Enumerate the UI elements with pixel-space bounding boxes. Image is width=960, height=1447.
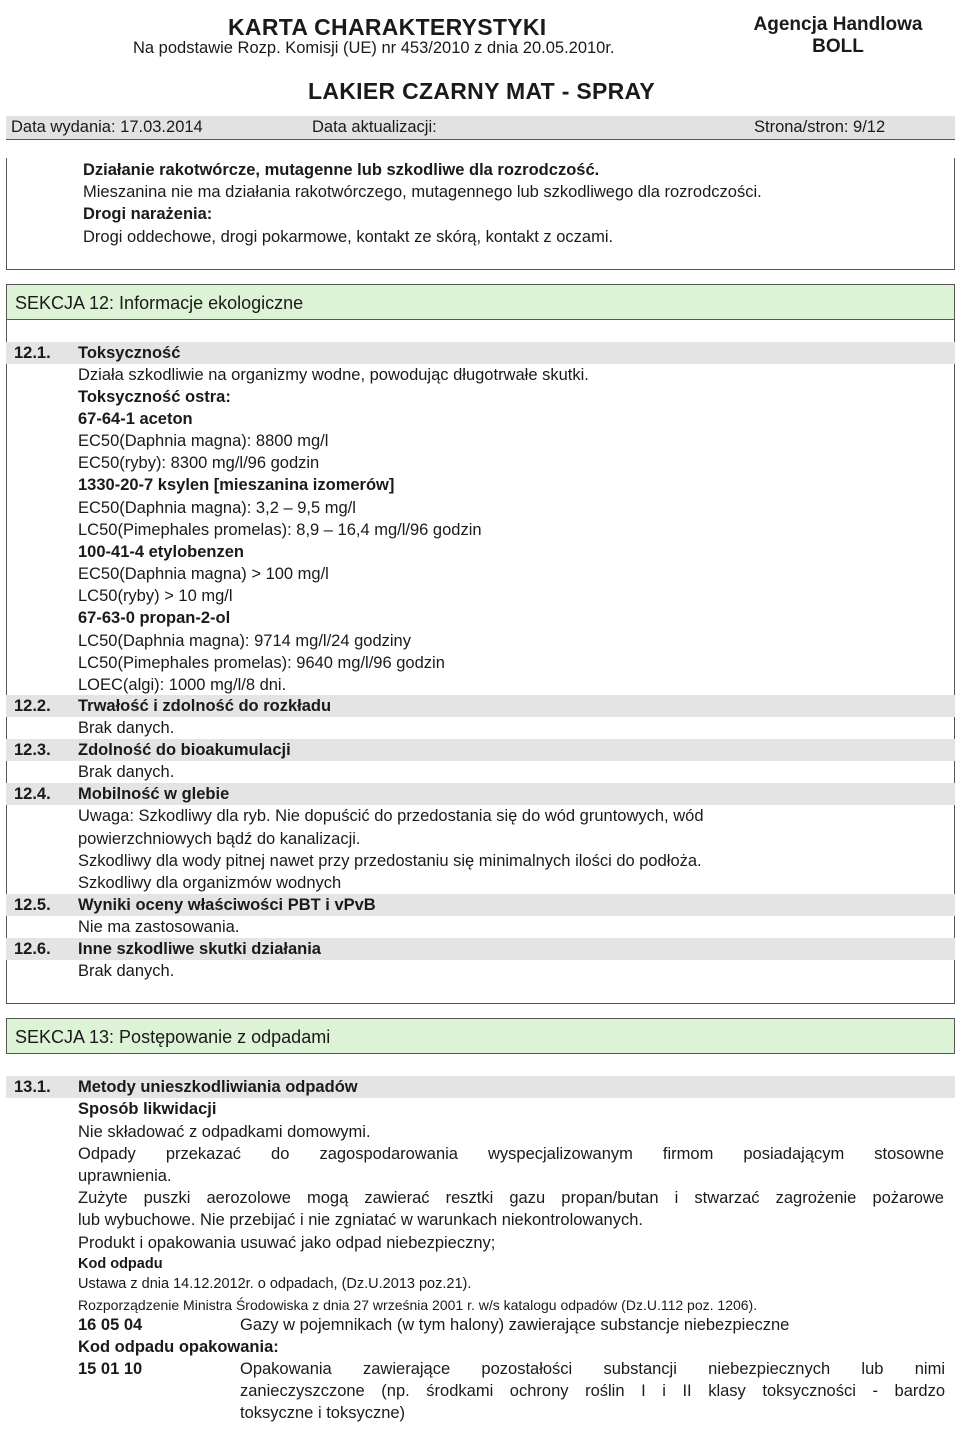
- disposal-line-1: Nie składować z odpadkami domowymi.: [78, 1123, 371, 1141]
- carcinogenic-heading: Działanie rakotwórcze, mutagenne lub szkodliwe dla rozrodczość.: [83, 161, 600, 179]
- waste-code-heading: Kod odpadu: [78, 1256, 163, 1272]
- section-13-title: SEKCJA 13: Postępowanie z odpadami: [15, 1027, 331, 1047]
- waste-code-1: 16 05 04: [78, 1316, 143, 1334]
- toxicity-value: EC50(Daphnia magna) > 100 mg/l: [78, 565, 329, 583]
- substance-name: 67-64-1 aceton: [78, 410, 193, 428]
- other-effects-text: Brak danych.: [78, 962, 175, 980]
- document-header: [0, 0, 960, 140]
- disposal-line-2b: uprawnienia.: [78, 1167, 172, 1185]
- toxicity-intro: Działa szkodliwie na organizmy wodne, powodując długotrwałe skutki.: [78, 366, 589, 384]
- exposure-routes-text: Drogi oddechowe, drogi pokarmowe, kontakt ze skórą, kontakt z oczami.: [83, 228, 614, 246]
- subsection-13-1-number: 13.1.: [14, 1078, 51, 1096]
- product-name: LAKIER CZARNY MAT - SPRAY: [308, 78, 655, 104]
- subsection-12-5-number: 12.5.: [14, 896, 51, 914]
- page-number: Strona/stron: 9/12: [754, 118, 886, 136]
- mobility-line-3: Szkodliwy dla wody pitnej nawet przy przedostaniu się minimalnych ilości do podłoża.: [78, 852, 702, 870]
- waste-code-1-description: Gazy w pojemnikach (w tym halony) zawierające substancje niebezpieczne: [240, 1316, 790, 1334]
- carcinogenic-text: Mieszanina nie ma działania rakotwórczego, mutagennego lub szkodliwego dla rozrodczości.: [83, 183, 762, 201]
- toxicity-value: LC50(Pimephales promelas): 8,9 – 16,4 mg/l/96 godzin: [78, 521, 482, 539]
- substance-name: 100-41-4 etylobenzen: [78, 543, 244, 561]
- waste-law-1: Ustawa z dnia 14.12.2012r. o odpadach, (Dz.U.2013 poz.21).: [78, 1276, 472, 1292]
- subsection-12-3-number: 12.3.: [14, 741, 51, 759]
- waste-code-2-description-a: Opakowania zawierające pozostałości substancji niebezpiecznych lub nimi: [240, 1360, 945, 1378]
- disposal-heading: Sposób likwidacji: [78, 1100, 217, 1118]
- mobility-line-4: Szkodliwy dla organizmów wodnych: [78, 874, 342, 892]
- disposal-line-3b: lub wybuchowe. Nie przebijać i nie zgniatać w warunkach niekontrolowanych.: [78, 1211, 643, 1229]
- subsection-12-3-title: Zdolność do bioakumulacji: [78, 741, 291, 759]
- issue-date: Data wydania: 17.03.2014: [11, 118, 203, 136]
- waste-code-2: 15 01 10: [78, 1360, 143, 1378]
- subsection-12-4-number: 12.4.: [14, 785, 51, 803]
- substance-name: 67-63-0 propan-2-ol: [78, 609, 231, 627]
- toxicity-value: LOEC(algi): 1000 mg/l/8 dni.: [78, 676, 287, 694]
- acute-toxicity-heading: Toksyczność ostra:: [78, 388, 231, 406]
- subsection-13-1-title: Metody unieszkodliwiania odpadów: [78, 1078, 358, 1096]
- pbt-text: Nie ma zastosowania.: [78, 918, 240, 936]
- subsection-12-6-number: 12.6.: [14, 940, 51, 958]
- bioaccumulation-text: Brak danych.: [78, 763, 175, 781]
- waste-code-2-description-c: toksyczne i toksyczne): [240, 1404, 406, 1422]
- regulation-subtitle: Na podstawie Rozp. Komisji (UE) nr 453/2010 z dnia 20.05.2010r.: [133, 39, 615, 57]
- toxicity-value: LC50(Daphnia magna): 9714 mg/l/24 godziny: [78, 632, 411, 650]
- disposal-line-4: Produkt i opakowania usuwać jako odpad niebezpieczny;: [78, 1234, 496, 1252]
- disposal-line-3a: Zużyte puszki aerozolowe mogą zawierać resztki gazu propan/butan i stwarzać zagrożenie pożarowe: [78, 1189, 944, 1207]
- disposal-line-2a: Odpady przekazać do zagospodarowania wyspecjalizowanym firmom posiadającym stosowne: [78, 1145, 944, 1163]
- document-title: KARTA CHARAKTERYSTYKI: [228, 14, 547, 40]
- toxicity-value: EC50(Daphnia magna): 3,2 – 9,5 mg/l: [78, 499, 356, 517]
- update-date: Data aktualizacji:: [312, 118, 437, 136]
- subsection-12-6-title: Inne szkodliwe skutki działania: [78, 940, 321, 958]
- toxicity-value: EC50(Daphnia magna): 8800 mg/l: [78, 432, 329, 450]
- waste-law-2: Rozporządzenie Ministra Środowiska z dnia 27 września 2001 r. w/s katalogu odpadów (Dz.U.112 poz. 1206).: [78, 1297, 758, 1313]
- toxicity-value: EC50(ryby): 8300 mg/l/96 godzin: [78, 454, 320, 472]
- subsection-12-1-title: Toksyczność: [78, 344, 181, 362]
- company-name-line1: Agencja Handlowa: [753, 14, 923, 35]
- packaging-code-heading: Kod odpadu opakowania:: [78, 1338, 279, 1356]
- section-12-title: SEKCJA 12: Informacje ekologiczne: [15, 293, 304, 313]
- mobility-line-2: powierzchniowych bądź do kanalizacji.: [78, 830, 361, 848]
- header-info-bar: [6, 116, 955, 140]
- toxicity-value: LC50(ryby) > 10 mg/l: [78, 587, 233, 605]
- subsection-12-2-title: Trwałość i zdolność do rozkładu: [78, 697, 332, 715]
- exposure-routes-heading: Drogi narażenia:: [83, 205, 213, 223]
- toxicity-value: LC50(Pimephales promelas): 9640 mg/l/96 godzin: [78, 654, 445, 672]
- section-12-header: [6, 284, 955, 320]
- company-name: [748, 14, 928, 58]
- substance-name: 1330-20-7 ksylen [mieszanina izomerów]: [78, 476, 395, 494]
- mobility-line-1: Uwaga: Szkodliwy dla ryb. Nie dopuścić do przedostania się do wód gruntowych, wód: [78, 807, 704, 825]
- subsection-12-4-title: Mobilność w glebie: [78, 785, 230, 803]
- subsection-12-2-number: 12.2.: [14, 697, 51, 715]
- subsection-12-1-number: 12.1.: [14, 344, 51, 362]
- waste-code-2-description-b: zanieczyszczone (np. środkami ochrony roślin I i II klasy toksyczności - bardzo: [240, 1382, 945, 1400]
- subsection-12-5-title: Wyniki oceny właściwości PBT i vPvB: [78, 896, 376, 914]
- company-name-line2: BOLL: [812, 36, 864, 57]
- section-13-header: [6, 1018, 955, 1054]
- persistence-text: Brak danych.: [78, 719, 175, 737]
